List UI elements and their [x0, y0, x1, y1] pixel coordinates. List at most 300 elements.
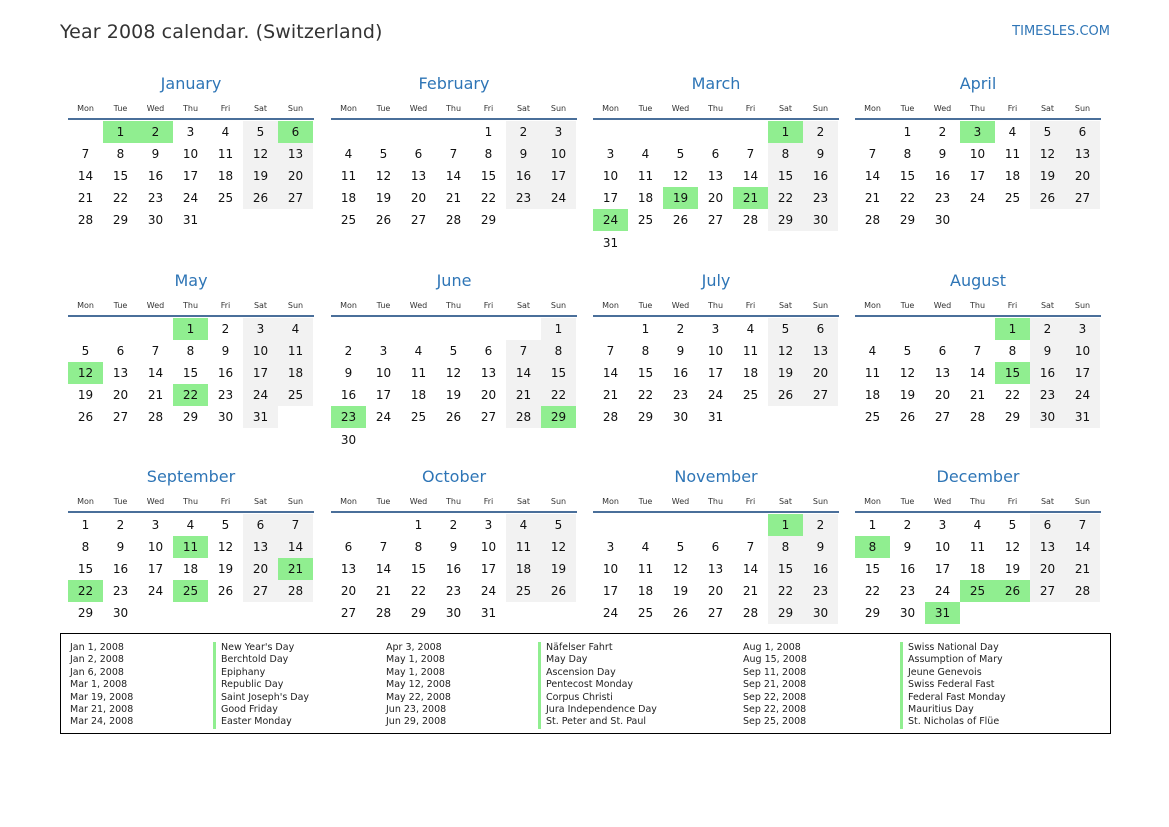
header-rule [68, 315, 314, 317]
day-cell: 13 [340, 562, 357, 577]
day-cell: 17 [602, 584, 619, 599]
holiday-legend [60, 633, 1111, 734]
day-cell-holiday: 22 [173, 384, 208, 406]
weekday-header [593, 496, 839, 508]
day-cell: 29 [77, 606, 94, 621]
page-title: Year 2008 calendar. (Switzerland) [60, 21, 383, 43]
day-cell-holiday: 19 [663, 187, 698, 209]
holiday-names-column [213, 642, 309, 729]
day-cell: 12 [1030, 143, 1065, 165]
day-cell: 22 [112, 191, 129, 206]
weekday-header [593, 103, 839, 115]
day-cell: 22 [541, 384, 576, 406]
month-name: April [959, 74, 997, 93]
month-name: December [936, 467, 1020, 486]
day-cell: 13 [243, 536, 278, 558]
day-cell: 29 [1004, 410, 1021, 425]
day-cell: 27 [1065, 187, 1100, 209]
weekday-label: Sat [1040, 497, 1055, 506]
day-cell: 10 [1065, 340, 1100, 362]
month-name: May [174, 271, 208, 290]
weekday-label: Thu [969, 497, 986, 506]
day-cell: 29 [182, 410, 199, 425]
day-cell: 15 [768, 165, 803, 187]
day-cell: 25 [1004, 191, 1021, 206]
month-name: June [436, 271, 472, 290]
holiday-date: Sep 11, 2008 [743, 666, 807, 678]
day-cell: 27 [934, 410, 951, 425]
weekday-label: Tue [900, 497, 915, 506]
day-cell: 23 [672, 388, 689, 403]
holiday-name: Berchtold Day [213, 654, 309, 666]
day-cell: 14 [742, 169, 759, 184]
day-cell: 23 [803, 580, 838, 602]
weekday-label: Wed [146, 104, 165, 113]
day-cell: 9 [116, 540, 125, 555]
day-cell: 2 [803, 121, 838, 143]
day-cell-holiday: 12 [68, 362, 103, 384]
weekday-label: Sat [778, 104, 793, 113]
header-rule [331, 118, 577, 120]
day-cell: 26 [768, 384, 803, 406]
day-cell: 12 [768, 340, 803, 362]
day-cell: 28 [375, 606, 392, 621]
day-cell: 25 [340, 213, 357, 228]
day-cell: 9 [506, 143, 541, 165]
day-cell: 23 [899, 584, 916, 599]
holiday-name: Republic Day [213, 679, 309, 691]
day-cell: 7 [1065, 514, 1100, 536]
day-cell-holiday: 6 [278, 121, 313, 143]
holiday-name: May Day [538, 654, 657, 666]
weekday-label: Sat [778, 301, 793, 310]
weekday-label: Thu [707, 301, 724, 310]
day-cell: 25 [864, 410, 881, 425]
weekday-label: Sun [287, 497, 304, 506]
day-cell: 9 [221, 344, 230, 359]
day-cell: 7 [278, 514, 313, 536]
day-cell: 4 [641, 147, 650, 162]
day-cell: 19 [1030, 165, 1065, 187]
day-cell: 8 [484, 147, 493, 162]
day-cell: 30 [445, 606, 462, 621]
day-cell: 28 [445, 213, 462, 228]
holiday-dates-column [743, 642, 807, 729]
holiday-date: May 22, 2008 [386, 691, 451, 703]
weekday-label: Fri [483, 497, 494, 506]
day-cell: 17 [182, 169, 199, 184]
weekday-label: Thu [182, 104, 199, 113]
day-cell-holiday: 8 [855, 536, 890, 558]
day-cell: 20 [1030, 558, 1065, 580]
day-cell: 30 [112, 606, 129, 621]
day-cell: 5 [676, 147, 685, 162]
day-cell: 8 [641, 344, 650, 359]
day-cell: 27 [707, 213, 724, 228]
weekday-label: Tue [638, 497, 653, 506]
day-cell: 11 [637, 562, 654, 577]
day-cell: 12 [541, 536, 576, 558]
day-cell: 3 [484, 518, 493, 532]
header-rule [331, 511, 577, 513]
weekday-label: Sun [287, 301, 304, 310]
day-cell: 25 [742, 388, 759, 403]
day-cell: 30 [934, 213, 951, 228]
day-cell: 28 [742, 606, 759, 621]
day-cell: 26 [243, 187, 278, 209]
day-cell: 5 [243, 121, 278, 143]
day-cell: 31 [480, 606, 497, 621]
day-cell: 29 [480, 213, 497, 228]
holiday-name: Jura Independence Day [538, 704, 657, 716]
day-cell: 5 [768, 318, 803, 340]
weekday-label: Wed [671, 301, 690, 310]
day-cell: 8 [414, 540, 423, 555]
month-name: August [950, 271, 1006, 290]
day-cell: 21 [506, 384, 541, 406]
day-cell: 3 [379, 344, 388, 359]
day-cell: 12 [375, 169, 392, 184]
weekday-label: Fri [483, 301, 494, 310]
header-rule [855, 315, 1101, 317]
day-cell: 27 [1030, 580, 1065, 602]
day-cell: 20 [340, 584, 357, 599]
day-cell: 18 [182, 562, 199, 577]
day-cell: 2 [938, 125, 947, 139]
day-cell: 20 [112, 388, 129, 403]
day-cell-holiday: 29 [541, 406, 576, 428]
day-cell: 6 [344, 540, 353, 555]
day-cell: 12 [217, 540, 234, 555]
day-cell: 5 [541, 514, 576, 536]
day-cell: 11 [217, 147, 234, 162]
day-cell: 21 [375, 584, 392, 599]
day-cell: 28 [506, 406, 541, 428]
day-cell-holiday: 11 [173, 536, 208, 558]
day-cell: 18 [637, 191, 654, 206]
day-cell: 4 [344, 147, 353, 162]
day-cell: 6 [116, 344, 125, 359]
holiday-name: Corpus Christi [538, 692, 657, 704]
weekday-label: Mon [77, 497, 94, 506]
day-cell: 31 [243, 406, 278, 428]
day-cell: 18 [1004, 169, 1021, 184]
weekday-label: Tue [900, 301, 915, 310]
weekday-label: Wed [146, 497, 165, 506]
day-cell: 5 [1030, 121, 1065, 143]
day-cell: 26 [445, 410, 462, 425]
day-cell: 21 [602, 388, 619, 403]
weekday-label: Tue [113, 301, 128, 310]
holiday-date: Jan 6, 2008 [70, 666, 124, 678]
day-cell: 26 [541, 580, 576, 602]
day-cell: 25 [506, 580, 541, 602]
day-cell: 20 [243, 558, 278, 580]
day-cell-holiday: 21 [733, 187, 768, 209]
weekday-label: Tue [638, 301, 653, 310]
weekday-label: Tue [376, 104, 391, 113]
day-cell: 20 [410, 191, 427, 206]
weekday-label: Sun [1074, 301, 1091, 310]
day-cell: 15 [182, 366, 199, 381]
day-cell: 3 [541, 121, 576, 143]
day-cell-holiday: 2 [138, 121, 173, 143]
day-cell: 17 [1065, 362, 1100, 384]
day-cell: 24 [541, 187, 576, 209]
holiday-date: Jun 29, 2008 [386, 716, 447, 728]
day-cell: 23 [445, 584, 462, 599]
day-cell: 9 [803, 536, 838, 558]
day-cell: 13 [934, 366, 951, 381]
day-cell: 19 [445, 388, 462, 403]
weekday-label: Thu [445, 497, 462, 506]
day-cell: 26 [77, 410, 94, 425]
day-cell: 20 [480, 388, 497, 403]
day-cell: 2 [116, 518, 125, 532]
day-cell: 27 [410, 213, 427, 228]
day-cell: 10 [934, 540, 951, 555]
month-name: October [421, 467, 487, 486]
day-cell: 18 [410, 388, 427, 403]
day-cell: 25 [637, 213, 654, 228]
holiday-date: Mar 24, 2008 [70, 716, 134, 728]
day-cell: 18 [969, 562, 986, 577]
weekday-label: Mon [340, 104, 357, 113]
day-cell: 5 [379, 147, 388, 162]
day-cell: 9 [803, 143, 838, 165]
day-cell: 15 [480, 169, 497, 184]
day-cell: 9 [151, 147, 160, 162]
day-cell: 5 [903, 344, 912, 359]
day-cell: 4 [278, 318, 313, 340]
day-cell: 4 [868, 344, 877, 359]
day-cell: 22 [410, 584, 427, 599]
day-cell: 18 [278, 362, 313, 384]
day-cell: 23 [112, 584, 129, 599]
day-cell: 19 [672, 584, 689, 599]
day-cell: 21 [445, 191, 462, 206]
header-rule [855, 511, 1101, 513]
day-cell: 17 [602, 191, 619, 206]
day-cell: 9 [1030, 340, 1065, 362]
day-cell: 29 [768, 209, 803, 231]
day-cell: 26 [899, 410, 916, 425]
day-cell: 14 [278, 536, 313, 558]
day-cell: 6 [1065, 121, 1100, 143]
day-cell: 6 [711, 540, 720, 555]
day-cell: 30 [803, 209, 838, 231]
weekday-label: Wed [933, 497, 952, 506]
day-cell: 28 [1065, 580, 1100, 602]
day-cell-holiday: 22 [68, 580, 103, 602]
day-cell: 6 [484, 344, 493, 359]
day-cell: 21 [969, 388, 986, 403]
day-cell: 9 [903, 540, 912, 555]
holiday-name: Federal Fast Monday [900, 692, 1006, 704]
day-cell: 9 [449, 540, 458, 555]
day-cell: 5 [1008, 518, 1017, 532]
weekday-label: Fri [745, 104, 756, 113]
holiday-name: Saint Joseph's Day [213, 692, 309, 704]
holiday-name: Assumption of Mary [900, 654, 1006, 666]
day-cell-holiday: 1 [173, 318, 208, 340]
day-cell: 31 [602, 235, 619, 250]
day-cell: 12 [1004, 540, 1021, 555]
month-name: July [701, 271, 731, 290]
holiday-name: Jeune Genevois [900, 667, 1006, 679]
day-cell-holiday: 25 [960, 580, 995, 602]
holiday-name: Swiss Federal Fast [900, 679, 1006, 691]
day-cell: 8 [1008, 344, 1017, 359]
day-cell: 26 [672, 213, 689, 228]
day-cell: 11 [637, 169, 654, 184]
day-cell: 1 [414, 518, 423, 532]
weekday-label: Sat [516, 497, 531, 506]
day-cell: 4 [221, 125, 230, 139]
holiday-names-column [900, 642, 1006, 729]
day-cell: 23 [147, 191, 164, 206]
day-cell: 14 [147, 366, 164, 381]
weekday-label: Sat [516, 104, 531, 113]
day-cell: 12 [243, 143, 278, 165]
day-cell: 8 [903, 147, 912, 162]
day-cell: 12 [899, 366, 916, 381]
day-cell: 4 [973, 518, 982, 532]
day-cell: 10 [602, 169, 619, 184]
month-name: January [160, 74, 222, 93]
holiday-date: Mar 1, 2008 [70, 679, 128, 691]
day-cell: 16 [445, 562, 462, 577]
month-name: March [691, 74, 741, 93]
day-cell: 29 [410, 606, 427, 621]
day-cell: 6 [938, 344, 947, 359]
holiday-date: Sep 21, 2008 [743, 679, 807, 691]
weekday-label: Sun [550, 104, 567, 113]
day-cell: 18 [506, 558, 541, 580]
day-cell-holiday: 26 [995, 580, 1030, 602]
day-cell: 7 [506, 340, 541, 362]
day-cell: 11 [742, 344, 759, 359]
day-cell: 19 [541, 558, 576, 580]
day-cell: 14 [506, 362, 541, 384]
day-cell: 6 [414, 147, 423, 162]
weekday-label: Fri [220, 104, 231, 113]
day-cell-holiday: 1 [768, 121, 803, 143]
day-cell: 7 [379, 540, 388, 555]
day-cell: 8 [81, 540, 90, 555]
day-cell: 17 [375, 388, 392, 403]
weekday-label: Thu [445, 301, 462, 310]
day-cell: 29 [864, 606, 881, 621]
day-cell: 3 [243, 318, 278, 340]
weekday-label: Sun [550, 497, 567, 506]
day-cell: 31 [182, 213, 199, 228]
day-cell: 20 [278, 165, 313, 187]
header-rule [331, 315, 577, 317]
day-cell: 20 [934, 388, 951, 403]
day-cell: 27 [707, 606, 724, 621]
day-cell: 3 [711, 322, 720, 336]
site-link[interactable]: TIMESLES.COM [1012, 24, 1110, 39]
day-cell: 16 [112, 562, 129, 577]
day-cell-holiday: 24 [593, 209, 628, 231]
day-cell: 14 [1065, 536, 1100, 558]
day-cell: 10 [541, 143, 576, 165]
weekday-label: Sat [253, 497, 268, 506]
day-cell: 8 [768, 536, 803, 558]
day-cell: 24 [602, 606, 619, 621]
day-cell: 28 [147, 410, 164, 425]
day-cell: 7 [868, 147, 877, 162]
day-cell: 13 [480, 366, 497, 381]
holiday-date: Aug 15, 2008 [743, 654, 807, 666]
day-cell: 10 [480, 540, 497, 555]
day-cell: 18 [742, 366, 759, 381]
weekday-label: Mon [602, 301, 619, 310]
weekday-label: Wed [933, 104, 952, 113]
day-cell: 7 [606, 344, 615, 359]
weekday-label: Sat [253, 301, 268, 310]
day-cell: 10 [243, 340, 278, 362]
day-cell: 21 [864, 191, 881, 206]
weekday-label: Mon [602, 497, 619, 506]
day-cell: 11 [278, 340, 313, 362]
weekday-label: Sun [287, 104, 304, 113]
weekday-label: Thu [707, 497, 724, 506]
day-cell: 12 [672, 562, 689, 577]
day-cell: 9 [344, 366, 353, 381]
weekday-label: Sat [1040, 104, 1055, 113]
day-cell: 15 [541, 362, 576, 384]
header-rule [593, 315, 839, 317]
day-cell: 24 [1065, 384, 1100, 406]
day-cell: 22 [1004, 388, 1021, 403]
day-cell-holiday: 21 [278, 558, 313, 580]
day-cell: 31 [1065, 406, 1100, 428]
day-cell: 28 [278, 580, 313, 602]
day-cell: 10 [602, 562, 619, 577]
weekday-label: Tue [376, 301, 391, 310]
day-cell: 13 [1065, 143, 1100, 165]
weekday-label: Fri [745, 301, 756, 310]
holiday-date: May 1, 2008 [386, 654, 445, 666]
day-cell-holiday: 23 [331, 406, 366, 428]
day-cell: 31 [707, 410, 724, 425]
day-cell: 1 [868, 518, 877, 532]
weekday-label: Wed [409, 104, 428, 113]
day-cell: 21 [1065, 558, 1100, 580]
day-cell: 16 [934, 169, 951, 184]
weekday-label: Tue [113, 104, 128, 113]
holiday-date: Apr 3, 2008 [386, 642, 442, 653]
day-cell: 14 [742, 562, 759, 577]
day-cell: 24 [375, 410, 392, 425]
weekday-header [855, 496, 1101, 508]
day-cell: 28 [77, 213, 94, 228]
day-cell: 9 [938, 147, 947, 162]
weekday-label: Tue [376, 497, 391, 506]
day-cell: 5 [449, 344, 458, 359]
day-cell: 20 [707, 191, 724, 206]
day-cell: 11 [1004, 147, 1021, 162]
day-cell: 19 [77, 388, 94, 403]
day-cell: 3 [1065, 318, 1100, 340]
day-cell: 1 [641, 322, 650, 336]
day-cell: 23 [803, 187, 838, 209]
day-cell: 4 [746, 322, 755, 336]
weekday-label: Sun [1074, 497, 1091, 506]
weekday-header [593, 300, 839, 312]
